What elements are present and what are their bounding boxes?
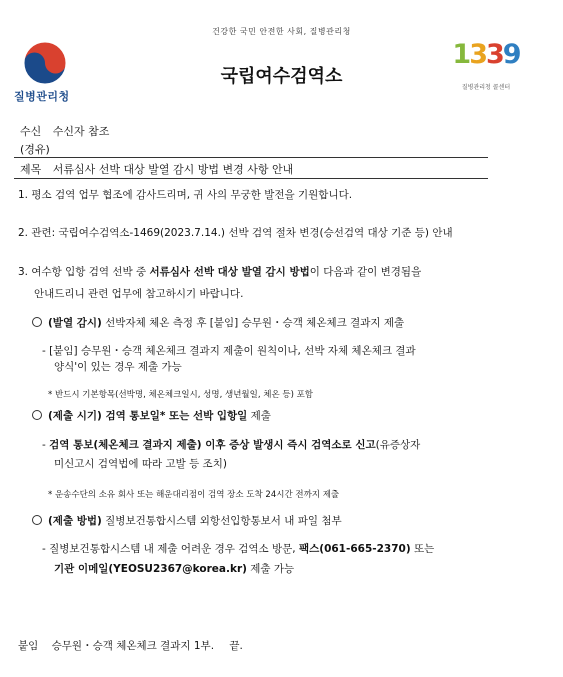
text: - 질병보건통합시스템 내 제출 어려운 경우 검역소 방문, [42,543,299,555]
paragraph-2: 2. 관련: 국립여수검역소-1469(2023.7.14.) 선박 검역 절차 변경(승선검역 대상 기준 등) 안내 [18,227,453,239]
section-2-detail-line1 [42,437,420,453]
callcenter-digit: 3 [469,39,486,70]
text: 또는 [410,543,435,555]
section-1-note: * 반드시 기본항목(선박명, 체온체크일시, 성명, 생년월일, 체온 등) 포함 [48,390,314,400]
attachment-end: 끝. [229,640,243,652]
section-1-detail-line2: 양식'이 있는 경우 제출 가능 [54,361,182,373]
text: - [42,439,50,451]
callcenter-digit: 3 [486,39,503,70]
text: 제출 가능 [246,563,295,575]
callcenter-sub: 질병관리청 콜센터 [461,84,511,91]
section-fever-monitoring [32,315,404,331]
section-3-detail-line2 [54,561,294,577]
paragraph-1: 1. 평소 검역 업무 협조에 감사드리며, 귀 사의 무궁한 발전을 기원합니다. [18,189,353,201]
emphasis: 서류심사 선박 대상 발열 감시 방법 [149,266,310,278]
kdca-logo-text: 질병관리청 [14,90,70,103]
text: 3. 여수항 입항 검역 선박 중 [18,266,150,278]
section-heading: (제출 시기) 검역 통보일* 또는 선박 입항일 [48,410,248,422]
org-title: 국립여수검역소 [220,66,343,87]
section-submission-method [32,513,342,529]
recipient-label: 수신 [20,125,42,138]
callcenter-1339-logo [446,40,526,91]
via-line: (경유) [20,143,50,156]
attachment-value: 승무원・승객 체온체크 결과지 1부. [51,640,215,652]
paragraph-3-line1 [18,264,421,280]
section-heading: (발열 감시) [48,317,102,329]
text: 선박자체 체온 측정 후 [붙임] 승무원・승객 체온체크 결과지 제출 [101,317,405,329]
section-2-note: * 운송수단의 소유 회사 또는 해운대리점이 검역 장소 도착 24시간 전까지 제출 [48,490,340,500]
fax-number: 팩스(061-665-2370) [298,543,411,555]
paragraph-3-line2: 안내드리니 관련 업무에 참고하시기 바랍니다. [34,288,244,300]
circle-bullet-icon [32,317,42,327]
divider [14,157,488,158]
circle-bullet-icon [32,515,42,525]
recipient-line [20,123,109,139]
divider [14,178,488,179]
callcenter-digit: 1 [452,39,470,70]
section-submission-timing [32,408,271,424]
attachment-label: 붙임 [18,640,39,652]
circle-bullet-icon [32,410,42,420]
text: 이 다음과 같이 변경됨을 [309,266,422,278]
text: 제출 [247,410,271,422]
header-slogan: 건강한 국민 안전한 사회, 질병관리청 [212,27,351,36]
attachment-line [18,638,243,654]
section-1-detail-line1: - [붙임] 승무원・승객 체온체크 결과지 제출이 원칙이나, 선박 자체 체온체크 결과 [42,345,416,357]
section-heading: (제출 방법) [48,515,102,527]
text: (유증상자 [375,439,421,451]
callcenter-digit: 9 [502,39,520,70]
section-2-detail-line2: 미신고시 검역법에 따라 고발 등 조치) [54,458,227,470]
subject-label: 제목 [20,163,42,176]
recipient-value: 수신자 참조 [52,125,110,138]
section-3-detail-line1 [42,541,434,557]
callcenter-number [446,40,526,70]
subject-value: 서류심사 선박 대상 발열 감시 방법 변경 사항 안내 [52,163,294,176]
subject-line [20,161,293,177]
emphasis: 검역 통보(체온체크 결과지 제출) 이후 증상 발생시 즉시 검역소로 신고 [49,439,376,451]
agency-email: 기관 이메일(YEOSU2367@korea.kr) [54,563,247,575]
text: 질병보건통합시스템 외항선입항통보서 내 파일 첨부 [101,515,342,527]
